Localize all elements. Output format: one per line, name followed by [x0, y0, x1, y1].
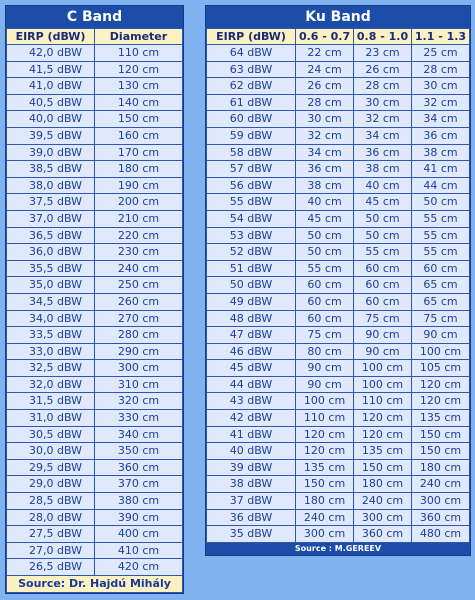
table-row: [207, 476, 469, 492]
diameter-cell: 180 cm: [412, 460, 469, 476]
table-row: [7, 493, 182, 509]
eirp-cell: 61 dBW: [207, 95, 295, 111]
eirp-cell: 44 dBW: [207, 377, 295, 393]
eirp-cell: 28,0 dBW: [7, 510, 94, 526]
eirp-cell: 58 dBW: [207, 145, 295, 161]
diameter-cell: 150 cm: [354, 460, 411, 476]
diameter-cell: 120 cm: [354, 410, 411, 426]
diameter-cell: 330 cm: [95, 410, 182, 426]
eirp-cell: 35 dBW: [207, 526, 295, 542]
table-row: [7, 211, 182, 227]
eirp-cell: 39 dBW: [207, 460, 295, 476]
table-row: [7, 311, 182, 327]
diameter-cell: 120 cm: [296, 443, 353, 459]
diameter-cell: 120 cm: [296, 427, 353, 443]
table-row: [7, 360, 182, 376]
eirp-cell: 57 dBW: [207, 161, 295, 177]
diameter-cell: 120 cm: [412, 393, 469, 409]
eirp-cell: 30,5 dBW: [7, 427, 94, 443]
eirp-cell: 59 dBW: [207, 128, 295, 144]
table-row: [207, 45, 469, 61]
eirp-cell: 46 dBW: [207, 344, 295, 360]
eirp-cell: 27,0 dBW: [7, 543, 94, 559]
eirp-cell: 64 dBW: [207, 45, 295, 61]
diameter-cell: 350 cm: [95, 443, 182, 459]
table-row: [207, 228, 469, 244]
diameter-cell: 90 cm: [354, 327, 411, 343]
table-row: [7, 526, 182, 542]
eirp-cell: 52 dBW: [207, 244, 295, 260]
table-row: [7, 178, 182, 194]
diameter-cell: 40 cm: [296, 194, 353, 210]
eirp-cell: 34,0 dBW: [7, 311, 94, 327]
diameter-cell: 390 cm: [95, 510, 182, 526]
table-row: [207, 128, 469, 144]
table-row: [7, 410, 182, 426]
diameter-cell: 32 cm: [412, 95, 469, 111]
diameter-cell: 30 cm: [412, 78, 469, 94]
diameter-cell: 110 cm: [95, 45, 182, 61]
diameter-cell: 90 cm: [412, 327, 469, 343]
diameter-cell: 36 cm: [354, 145, 411, 161]
diameter-cell: 60 cm: [412, 261, 469, 277]
eirp-cell: 33,5 dBW: [7, 327, 94, 343]
eirp-cell: 42,0 dBW: [7, 45, 94, 61]
eirp-cell: 32,0 dBW: [7, 377, 94, 393]
table-row: [207, 311, 469, 327]
eirp-cell: 38 dBW: [207, 476, 295, 492]
c-band-panel: [5, 5, 184, 594]
diameter-cell: 180 cm: [95, 161, 182, 177]
eirp-cell: 50 dBW: [207, 277, 295, 293]
table-row: [7, 128, 182, 144]
table-row: [7, 194, 182, 210]
table-row: [7, 111, 182, 127]
diameter-cell: 480 cm: [412, 526, 469, 542]
table-row: [207, 211, 469, 227]
eirp-cell: 63 dBW: [207, 62, 295, 78]
table-row: [7, 228, 182, 244]
table-row: [7, 427, 182, 443]
eirp-cell: 40,0 dBW: [7, 111, 94, 127]
table-row: [207, 460, 469, 476]
diameter-cell: 34 cm: [412, 111, 469, 127]
diameter-cell: 26 cm: [354, 62, 411, 78]
ku-band-header-row: [207, 29, 469, 44]
ku-band-source: Source : M.GEREEV: [206, 543, 470, 555]
eirp-cell: 56 dBW: [207, 178, 295, 194]
diameter-cell: 180 cm: [354, 476, 411, 492]
diameter-cell: 50 cm: [296, 228, 353, 244]
diameter-cell: 32 cm: [296, 128, 353, 144]
eirp-cell: 38,5 dBW: [7, 161, 94, 177]
table-row: [207, 526, 469, 542]
table-row: [7, 393, 182, 409]
eirp-cell: 33,0 dBW: [7, 344, 94, 360]
diameter-cell: 28 cm: [296, 95, 353, 111]
diameter-cell: 60 cm: [296, 294, 353, 310]
eirp-cell: 41 dBW: [207, 427, 295, 443]
eirp-cell: 43 dBW: [207, 393, 295, 409]
diameter-cell: 135 cm: [296, 460, 353, 476]
eirp-cell: 47 dBW: [207, 327, 295, 343]
diameter-cell: 190 cm: [95, 178, 182, 194]
diameter-cell: 34 cm: [354, 128, 411, 144]
table-row: [7, 543, 182, 559]
diameter-cell: 400 cm: [95, 526, 182, 542]
diameter-cell: 240 cm: [412, 476, 469, 492]
diameter-cell: 360 cm: [354, 526, 411, 542]
c-band-header-diameter: Diameter: [95, 29, 182, 44]
diameter-cell: 55 cm: [296, 261, 353, 277]
diameter-cell: 240 cm: [296, 510, 353, 526]
diameter-cell: 60 cm: [296, 311, 353, 327]
eirp-cell: 51 dBW: [207, 261, 295, 277]
diameter-cell: 23 cm: [354, 45, 411, 61]
diameter-cell: 220 cm: [95, 228, 182, 244]
eirp-cell: 42 dBW: [207, 410, 295, 426]
eirp-cell: 53 dBW: [207, 228, 295, 244]
eirp-cell: 26,5 dBW: [7, 559, 94, 575]
diameter-cell: 65 cm: [412, 294, 469, 310]
diameter-cell: 44 cm: [412, 178, 469, 194]
diameter-cell: 28 cm: [412, 62, 469, 78]
diameter-cell: 290 cm: [95, 344, 182, 360]
diameter-cell: 55 cm: [354, 244, 411, 260]
diameter-cell: 75 cm: [412, 311, 469, 327]
diameter-cell: 90 cm: [296, 377, 353, 393]
diameter-cell: 41 cm: [412, 161, 469, 177]
diameter-cell: 300 cm: [354, 510, 411, 526]
diameter-cell: 30 cm: [354, 95, 411, 111]
table-row: [207, 344, 469, 360]
table-row: [207, 277, 469, 293]
table-row: [7, 145, 182, 161]
table-row: [7, 45, 182, 61]
table-row: [7, 244, 182, 260]
diameter-cell: 36 cm: [296, 161, 353, 177]
diameter-cell: 300 cm: [296, 526, 353, 542]
diameter-cell: 36 cm: [412, 128, 469, 144]
eirp-cell: 32,5 dBW: [7, 360, 94, 376]
table-row: [207, 493, 469, 509]
diameter-cell: 90 cm: [354, 344, 411, 360]
eirp-cell: 27,5 dBW: [7, 526, 94, 542]
diameter-cell: 240 cm: [95, 261, 182, 277]
diameter-cell: 130 cm: [95, 78, 182, 94]
diameter-cell: 22 cm: [296, 45, 353, 61]
c-band-header-row: [7, 29, 182, 44]
c-band-header-eirp: EIRP (dBW): [7, 29, 94, 44]
eirp-cell: 45 dBW: [207, 360, 295, 376]
c-band-source: Source: Dr. Hajdú Mihály: [7, 576, 182, 592]
diameter-cell: 60 cm: [354, 277, 411, 293]
diameter-cell: 300 cm: [95, 360, 182, 376]
diameter-cell: 300 cm: [412, 493, 469, 509]
diameter-cell: 40 cm: [354, 178, 411, 194]
table-row: [7, 460, 182, 476]
diameter-cell: 200 cm: [95, 194, 182, 210]
diameter-cell: 26 cm: [296, 78, 353, 94]
ku-band-header-dish-0-8: 0.8 - 1.0: [354, 29, 411, 44]
diameter-cell: 24 cm: [296, 62, 353, 78]
ku-band-header-dish-1-1: 1.1 - 1.3: [412, 29, 469, 44]
table-row: [207, 510, 469, 526]
diameter-cell: 28 cm: [354, 78, 411, 94]
diameter-cell: 60 cm: [354, 261, 411, 277]
table-row: [207, 244, 469, 260]
diameter-cell: 100 cm: [354, 360, 411, 376]
diameter-cell: 170 cm: [95, 145, 182, 161]
table-row: [207, 261, 469, 277]
eirp-cell: 55 dBW: [207, 194, 295, 210]
table-row: [7, 294, 182, 310]
diameter-cell: 120 cm: [95, 62, 182, 78]
eirp-cell: 35,5 dBW: [7, 261, 94, 277]
eirp-cell: 41,0 dBW: [7, 78, 94, 94]
table-row: [207, 62, 469, 78]
table-row: [207, 327, 469, 343]
ku-band-table-body: [207, 45, 469, 542]
table-row: [7, 559, 182, 575]
diameter-cell: 105 cm: [412, 360, 469, 376]
eirp-cell: 60 dBW: [207, 111, 295, 127]
diameter-cell: 100 cm: [296, 393, 353, 409]
eirp-cell: 36 dBW: [207, 510, 295, 526]
diameter-cell: 50 cm: [354, 211, 411, 227]
diameter-cell: 140 cm: [95, 95, 182, 111]
table-row: [7, 261, 182, 277]
diameter-cell: 360 cm: [95, 460, 182, 476]
table-row: [7, 476, 182, 492]
ku-band-header-dish-0-6: 0.6 - 0.7: [296, 29, 353, 44]
eirp-cell: 31,5 dBW: [7, 393, 94, 409]
diameter-cell: 380 cm: [95, 493, 182, 509]
diameter-cell: 320 cm: [95, 393, 182, 409]
table-row: [207, 427, 469, 443]
diameter-cell: 150 cm: [412, 443, 469, 459]
diameter-cell: 45 cm: [296, 211, 353, 227]
diameter-cell: 250 cm: [95, 277, 182, 293]
diameter-cell: 180 cm: [296, 493, 353, 509]
diameter-cell: 90 cm: [296, 360, 353, 376]
eirp-cell: 37,0 dBW: [7, 211, 94, 227]
diameter-cell: 270 cm: [95, 311, 182, 327]
c-band-title: C Band: [6, 6, 183, 28]
diameter-cell: 110 cm: [296, 410, 353, 426]
table-row: [7, 161, 182, 177]
diameter-cell: 75 cm: [296, 327, 353, 343]
diameter-cell: 150 cm: [412, 427, 469, 443]
eirp-cell: 30,0 dBW: [7, 443, 94, 459]
eirp-cell: 28,5 dBW: [7, 493, 94, 509]
table-row: [207, 377, 469, 393]
eirp-cell: 54 dBW: [207, 211, 295, 227]
eirp-cell: 36,0 dBW: [7, 244, 94, 260]
eirp-cell: 34,5 dBW: [7, 294, 94, 310]
diameter-cell: 34 cm: [296, 145, 353, 161]
eirp-cell: 48 dBW: [207, 311, 295, 327]
eirp-cell: 39,5 dBW: [7, 128, 94, 144]
diameter-cell: 75 cm: [354, 311, 411, 327]
diameter-cell: 50 cm: [354, 228, 411, 244]
eirp-cell: 36,5 dBW: [7, 228, 94, 244]
eirp-cell: 37 dBW: [207, 493, 295, 509]
diameter-cell: 280 cm: [95, 327, 182, 343]
diameter-cell: 150 cm: [95, 111, 182, 127]
diameter-cell: 370 cm: [95, 476, 182, 492]
diameter-cell: 420 cm: [95, 559, 182, 575]
diameter-cell: 55 cm: [412, 244, 469, 260]
ku-band-title: Ku Band: [206, 6, 470, 28]
table-row: [207, 145, 469, 161]
eirp-cell: 40 dBW: [207, 443, 295, 459]
eirp-cell: 37,5 dBW: [7, 194, 94, 210]
eirp-cell: 41,5 dBW: [7, 62, 94, 78]
table-row: [207, 294, 469, 310]
ku-band-panel: [205, 5, 471, 556]
ku-band-table: [206, 28, 470, 543]
diameter-cell: 135 cm: [412, 410, 469, 426]
eirp-cell: 35,0 dBW: [7, 277, 94, 293]
diameter-cell: 45 cm: [354, 194, 411, 210]
diameter-cell: 50 cm: [296, 244, 353, 260]
table-row: [207, 360, 469, 376]
table-row: [207, 161, 469, 177]
diameter-cell: 340 cm: [95, 427, 182, 443]
eirp-cell: 31,0 dBW: [7, 410, 94, 426]
diameter-cell: 310 cm: [95, 377, 182, 393]
table-row: [7, 377, 182, 393]
table-row: [207, 393, 469, 409]
diameter-cell: 135 cm: [354, 443, 411, 459]
table-row: [7, 327, 182, 343]
eirp-cell: 29,0 dBW: [7, 476, 94, 492]
diameter-cell: 110 cm: [354, 393, 411, 409]
diameter-cell: 260 cm: [95, 294, 182, 310]
diameter-cell: 160 cm: [95, 128, 182, 144]
eirp-cell: 29,5 dBW: [7, 460, 94, 476]
c-band-table-body: [7, 45, 182, 575]
table-row: [7, 510, 182, 526]
diameter-cell: 38 cm: [354, 161, 411, 177]
diameter-cell: 120 cm: [412, 377, 469, 393]
table-row: [7, 95, 182, 111]
table-row: [207, 95, 469, 111]
table-row: [207, 111, 469, 127]
diameter-cell: 240 cm: [354, 493, 411, 509]
diameter-cell: 60 cm: [354, 294, 411, 310]
diameter-cell: 150 cm: [296, 476, 353, 492]
eirp-cell: 39,0 dBW: [7, 145, 94, 161]
diameter-cell: 65 cm: [412, 277, 469, 293]
diameter-cell: 210 cm: [95, 211, 182, 227]
table-row: [207, 78, 469, 94]
diameter-cell: 55 cm: [412, 228, 469, 244]
table-row: [207, 178, 469, 194]
eirp-cell: 40,5 dBW: [7, 95, 94, 111]
table-row: [207, 410, 469, 426]
eirp-cell: 38,0 dBW: [7, 178, 94, 194]
ku-band-header-eirp: EIRP (dBW): [207, 29, 295, 44]
diameter-cell: 80 cm: [296, 344, 353, 360]
diameter-cell: 50 cm: [412, 194, 469, 210]
diameter-cell: 410 cm: [95, 543, 182, 559]
table-row: [7, 62, 182, 78]
diameter-cell: 30 cm: [296, 111, 353, 127]
c-band-table: [6, 28, 183, 576]
table-row: [7, 443, 182, 459]
diameter-cell: 55 cm: [412, 211, 469, 227]
diameter-cell: 38 cm: [412, 145, 469, 161]
diameter-cell: 32 cm: [354, 111, 411, 127]
eirp-cell: 49 dBW: [207, 294, 295, 310]
diameter-cell: 60 cm: [296, 277, 353, 293]
diameter-cell: 230 cm: [95, 244, 182, 260]
diameter-cell: 100 cm: [354, 377, 411, 393]
eirp-cell: 62 dBW: [207, 78, 295, 94]
diameter-cell: 25 cm: [412, 45, 469, 61]
diameter-cell: 38 cm: [296, 178, 353, 194]
table-row: [7, 277, 182, 293]
diameter-cell: 360 cm: [412, 510, 469, 526]
table-row: [7, 78, 182, 94]
diameter-cell: 100 cm: [412, 344, 469, 360]
table-row: [207, 194, 469, 210]
diameter-cell: 120 cm: [354, 427, 411, 443]
table-row: [207, 443, 469, 459]
table-row: [7, 344, 182, 360]
